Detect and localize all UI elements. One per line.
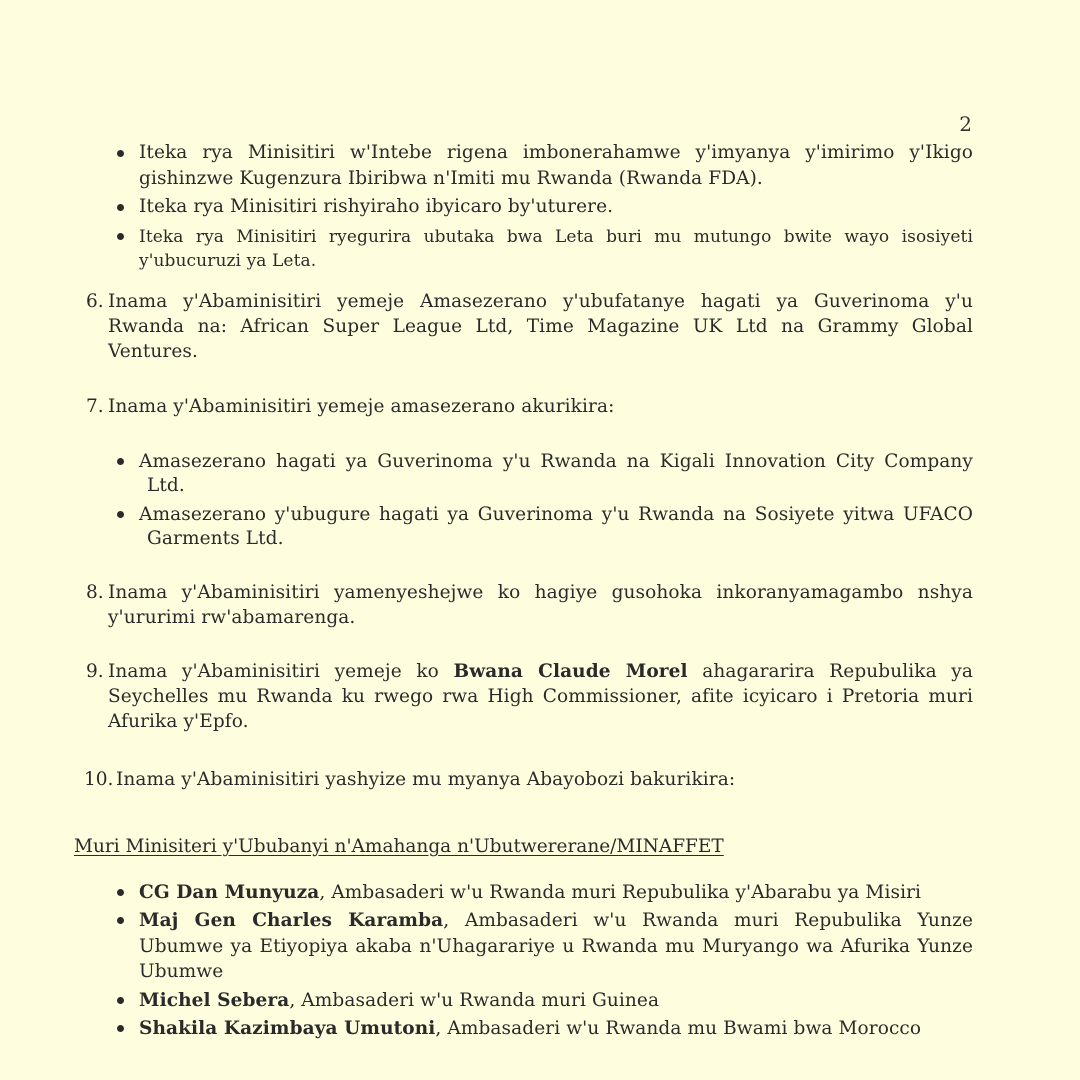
appointee-name: Bwana Claude Morel [453, 661, 688, 682]
bullet-icon [117, 997, 124, 1004]
list-item-text: gishinzwe Kugenzura Ibiribwa n'Imiti mu Rwanda (Rwanda FDA). [139, 168, 763, 189]
bullet-icon [117, 458, 124, 465]
appointment-role: , Ambasaderi w'u Rwanda muri Repubulika y'Abarabu ya Misiri [319, 882, 922, 903]
appointment-item [139, 1017, 921, 1041]
page-number: 2 [959, 112, 972, 136]
list-item-text: Amasezerano hagati ya Guverinoma y'u Rwanda na Kigali Innovation City Company [139, 451, 973, 472]
item-text: Inama y'Abaminisitiri yamenyeshejwe ko hagiye gusohoka inkoranyamagambo nshya [108, 582, 973, 603]
list-item-text: Iteka rya Minisitiri ryegurira ubutaka bwa Leta buri mu mutungo bwite wayo isosiyeti [139, 227, 973, 247]
appointment-role: , Ambasaderi w'u Rwanda muri Repubulika Yunze [443, 910, 973, 931]
bullet-icon [117, 204, 124, 211]
list-item-text: y'ubucuruzi ya Leta. [139, 251, 317, 271]
item-text: Inama y'Abaminisitiri yemeje Amasezerano y'ubufatanye hagati ya Guverinoma y'u [108, 291, 973, 312]
item-text [108, 660, 973, 684]
item-number: 7. [86, 396, 104, 417]
bullet-icon [117, 233, 124, 240]
bullet-icon [117, 150, 124, 157]
appointment-role: , Ambasaderi w'u Rwanda mu Bwami bwa Morocco [435, 1018, 922, 1039]
bullet-icon [117, 511, 124, 518]
item-text-pre: Inama y'Abaminisitiri yemeje ko [108, 661, 439, 682]
appointment-role: Ubumwe [139, 961, 224, 982]
appointment-item [139, 989, 659, 1013]
item-number: 10. [84, 769, 114, 790]
appointee-name: CG Dan Munyuza [139, 882, 320, 903]
appointment-role: Ubumwe ya Etiyopiya akaba n'Uhagarariye u Rwanda mu Muryango wa Afurika Yunze [139, 936, 973, 957]
bullet-icon [117, 1025, 124, 1032]
item-text-post: ahagararira Repubulika ya [702, 661, 973, 682]
item-text: y'ururimi rw'abamarenga. [108, 607, 356, 628]
item-text: Seychelles mu Rwanda ku rwego rwa High Commissioner, afite icyicaro i Pretoria muri [108, 686, 973, 707]
item-text: Inama y'Abaminisitiri yemeje amasezerano akurikira: [108, 396, 615, 417]
bullet-icon [117, 889, 124, 896]
section-heading: Muri Minisiteri y'Ububanyi n'Amahanga n'Ubutwererane/MINAFFET [74, 836, 724, 857]
item-text: Inama y'Abaminisitiri yashyize mu myanya Abayobozi bakurikira: [116, 769, 736, 790]
appointment-item [139, 881, 921, 905]
list-item-text: Iteka rya Minisitiri rishyiraho ibyicaro by'uturere. [139, 196, 614, 217]
item-number: 6. [86, 291, 104, 312]
appointment-role: , Ambasaderi w'u Rwanda muri Guinea [289, 990, 660, 1011]
appointee-name: Maj Gen Charles Karamba [139, 910, 444, 931]
item-text: Ventures. [108, 341, 198, 362]
bullet-icon [117, 917, 124, 924]
appointee-name: Michel Sebera [139, 990, 290, 1011]
list-item-text: Amasezerano y'ubugure hagati ya Guverinoma y'u Rwanda na Sosiyete yitwa UFACO [139, 504, 973, 525]
appointee-name: Shakila Kazimbaya Umutoni [139, 1018, 436, 1039]
list-item-text: Garments Ltd. [147, 528, 284, 549]
list-item-text: Iteka rya Minisitiri w'Intebe rigena imbonerahamwe y'imyanya y'imirimo y'Ikigo [139, 142, 973, 163]
list-item-text: Ltd. [147, 475, 185, 496]
appointment-item [139, 909, 973, 933]
item-number: 9. [86, 661, 104, 682]
item-text: Afurika y'Epfo. [108, 711, 249, 732]
item-number: 8. [86, 582, 104, 603]
item-text: Rwanda na: African Super League Ltd, Time Magazine UK Ltd na Grammy Global [108, 316, 973, 337]
